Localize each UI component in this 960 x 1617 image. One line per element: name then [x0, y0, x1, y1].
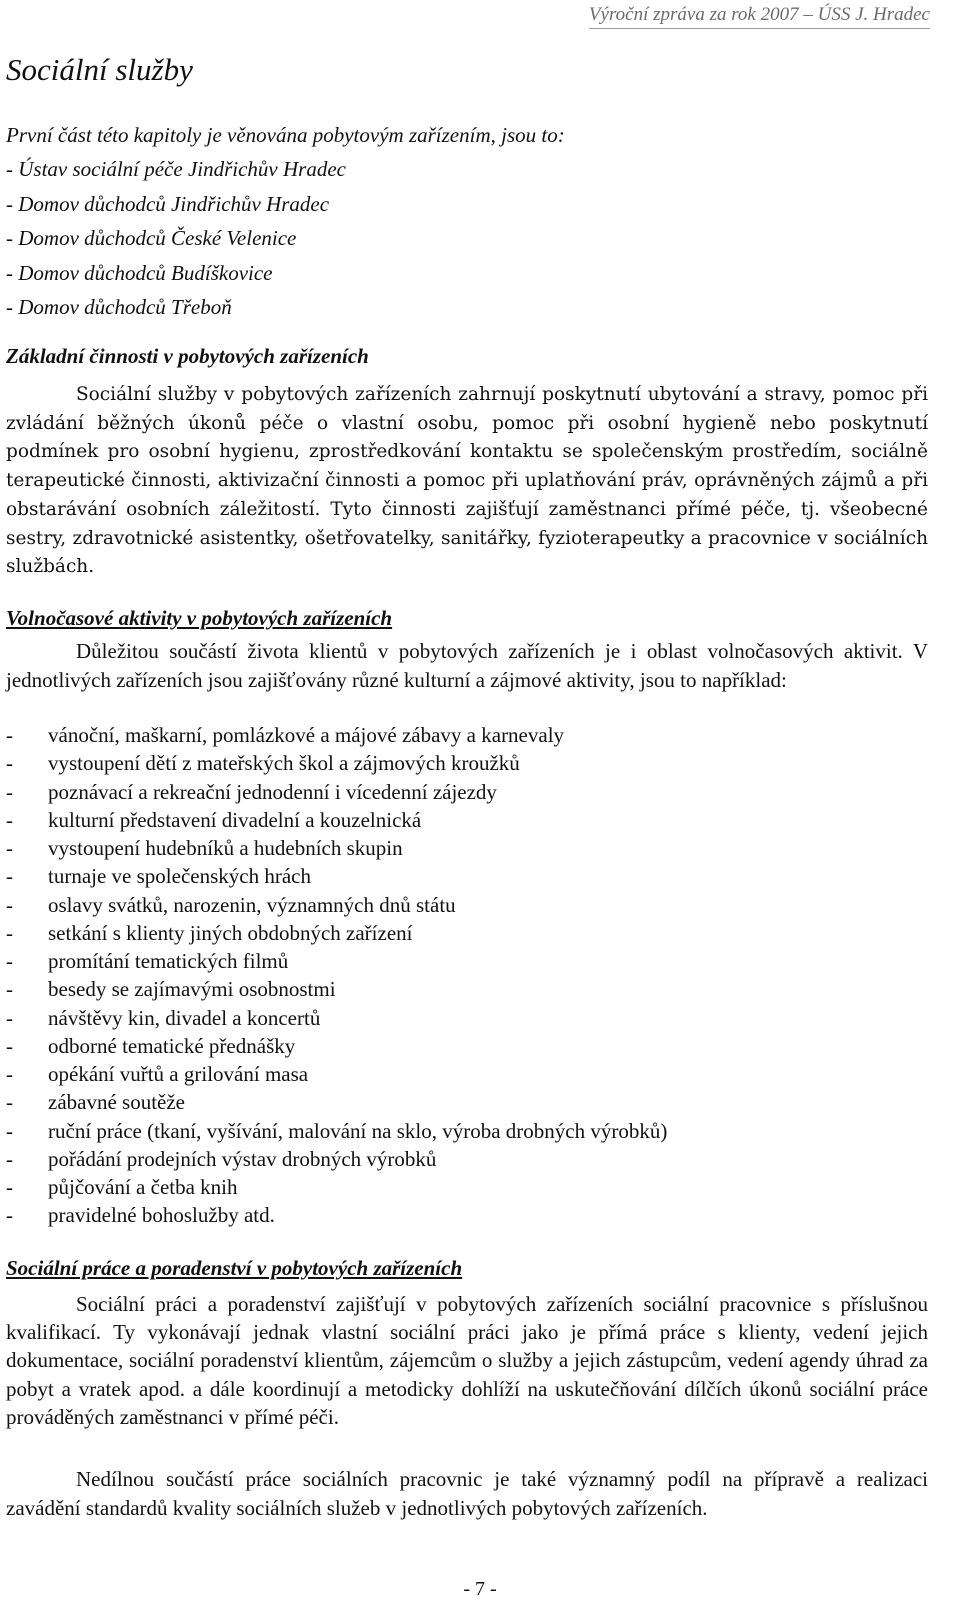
page-number: - 7 - — [463, 1578, 497, 1600]
list-item-text: kulturní představení divadelní a kouzelnická — [48, 807, 422, 832]
list-item: - pořádání prodejních výstav drobných výrobků — [6, 1146, 437, 1171]
list-item-text: poznávací a rekreační jednodenní i vícedenní zájezdy — [48, 779, 497, 804]
leisure-paragraph: Důležitou součástí života klientů v pobytových zařízeních je i oblast volnočasových aktivit. V jednotlivých zařízeních jsou zajišťovány různé kulturní a zájmové aktivity, jsou to například: — [6, 639, 928, 692]
list-item-text: ruční práce (tkaní, vyšívání, malování na sklo, výroba drobných výrobků) — [48, 1118, 668, 1143]
intro-lead: První část této kapitoly je věnována pobytovým zařízením, jsou to: — [6, 123, 565, 147]
leisure-activity-list — [6, 721, 906, 1230]
list-item: - půjčování a četba knih — [6, 1175, 238, 1199]
list-item: - kulturní představení divadelní a kouzelnická — [6, 807, 422, 832]
list-item: - setkání s klienty jiných obdobných zařízení — [6, 920, 413, 945]
social-work-paragraph-1: Sociální práci a poradenství zajišťují v pobytových zařízeních sociální pracovnice s příslušnou kvalifikací. Ty vykonávají jednak vlastní sociální práci jako je přímá práce s klienty, vedení jejich dokumentace, sociální poradenství klientům, zájemcům o služby a jejich zástupcům, vedení agendy úhrad za pobyt a vratek apod. a dále koordinují a metodicky dohlíží na uskutečňování dílčích úkonů sociální práce prováděných zaměstnanci v přímé péči. — [6, 1292, 928, 1429]
facility-item: - Domov důchodců Třeboň — [6, 295, 232, 320]
list-item: - odborné tematické přednášky — [6, 1033, 296, 1058]
section-heading-social-work: Sociální práce a poradenství v pobytových zařízeních — [6, 1256, 463, 1280]
list-item: - promítání tematických filmů — [6, 949, 289, 973]
list-item: - návštěvy kin, divadel a koncertů — [6, 1005, 321, 1030]
facility-item: - Ústav sociální péče Jindřichův Hradec — [6, 157, 346, 182]
list-item: - vystoupení dětí z mateřských škol a zájmových kroužků — [6, 751, 520, 776]
list-item-text: odborné tematické přednášky — [48, 1033, 296, 1058]
list-item-text: setkání s klienty jiných obdobných zařízení — [48, 920, 413, 945]
list-item: - poznávací a rekreační jednodenní i vícedenní zájezdy — [6, 779, 497, 804]
list-item-text: promítání tematických filmů — [48, 949, 289, 973]
list-item-text: oslavy svátků, narozenin, významných dnů státu — [48, 892, 456, 917]
list-item: - turnaje ve společenských hrách — [6, 864, 311, 889]
list-item-text: vystoupení dětí z mateřských škol a zájmových kroužků — [48, 751, 520, 776]
intro-block — [6, 118, 936, 324]
list-item: - pravidelné bohoslužby atd. — [6, 1203, 275, 1228]
list-item-text: vánoční, maškarní, pomlázkové a májové zábavy a karnevaly — [48, 723, 565, 747]
page-title: Sociální služby — [6, 52, 193, 87]
section-heading-leisure: Volnočasové aktivity v pobytových zařízeních — [6, 606, 393, 630]
list-item-text: návštěvy kin, divadel a koncertů — [48, 1005, 321, 1030]
list-item-text: besedy se zajímavými osobnostmi — [48, 977, 336, 1002]
section-heading-basic-activities: Základní činnosti v pobytových zařízeních — [6, 344, 369, 368]
list-item-text: opékání vuřtů a grilování masa — [48, 1062, 309, 1086]
list-item: - vystoupení hudebníků a hudebních skupin — [6, 836, 403, 860]
list-item: - oslavy svátků, narozenin, významných dnů státu — [6, 892, 456, 917]
list-item-text: pořádání prodejních výstav drobných výrobků — [48, 1146, 437, 1171]
basic-activities-paragraph: Sociální služby v pobytových zařízeních zahrnují poskytnutí ubytování a stravy, pomoc při zvládání běžných úkonů péče o vlastní osobu, pomoc při osobní hygieně nebo poskytnutí podmínek pro osobní hygienu, zprostředkování kontaktu se společenským prostředím, sociálně terapeutické činnosti, aktivizační činnosti a pomoc při uplatňování práv, oprávněných zájmů a při obstarávání osobních záležitostí. Tyto činnosti zajišťují zaměstnanci přímé péče, tj. všeobecné sestry, zdravotnické asistentky, ošetřovatelky, sanitářky, fyzioterapeutky a pracovnice v sociálních službách. — [6, 384, 928, 578]
list-item: - vánoční, maškarní, pomlázkové a májové zábavy a karnevaly — [6, 723, 565, 747]
list-item: - ruční práce (tkaní, vyšívání, malování na sklo, výroba drobných výrobků) — [6, 1118, 668, 1143]
list-item-text: zábavné soutěže — [48, 1090, 186, 1115]
facility-item: - Domov důchodců Jindřichův Hradec — [6, 191, 330, 216]
list-item: - opékání vuřtů a grilování masa — [6, 1062, 309, 1086]
list-item-text: turnaje ve společenských hrách — [48, 864, 311, 889]
list-item-text: pravidelné bohoslužby atd. — [48, 1203, 275, 1228]
list-item-text: půjčování a četba knih — [48, 1175, 238, 1199]
list-item: - zábavné soutěže — [6, 1090, 186, 1115]
facility-item: - Domov důchodců České Velenice — [6, 226, 297, 251]
social-work-paragraph-2: Nedílnou součástí práce sociálních pracovnic je také významný podíl na přípravě a realizaci zavádění standardů kvality sociálních služeb v jednotlivých pobytových zařízeních. — [6, 1467, 928, 1520]
list-item-text: vystoupení hudebníků a hudebních skupin — [48, 836, 403, 860]
report-header: Výroční zpráva za rok 2007 – ÚSS J. Hradec — [589, 4, 930, 29]
list-item: - besedy se zajímavými osobnostmi — [6, 977, 336, 1002]
facility-item: - Domov důchodců Budíškovice — [6, 260, 273, 285]
